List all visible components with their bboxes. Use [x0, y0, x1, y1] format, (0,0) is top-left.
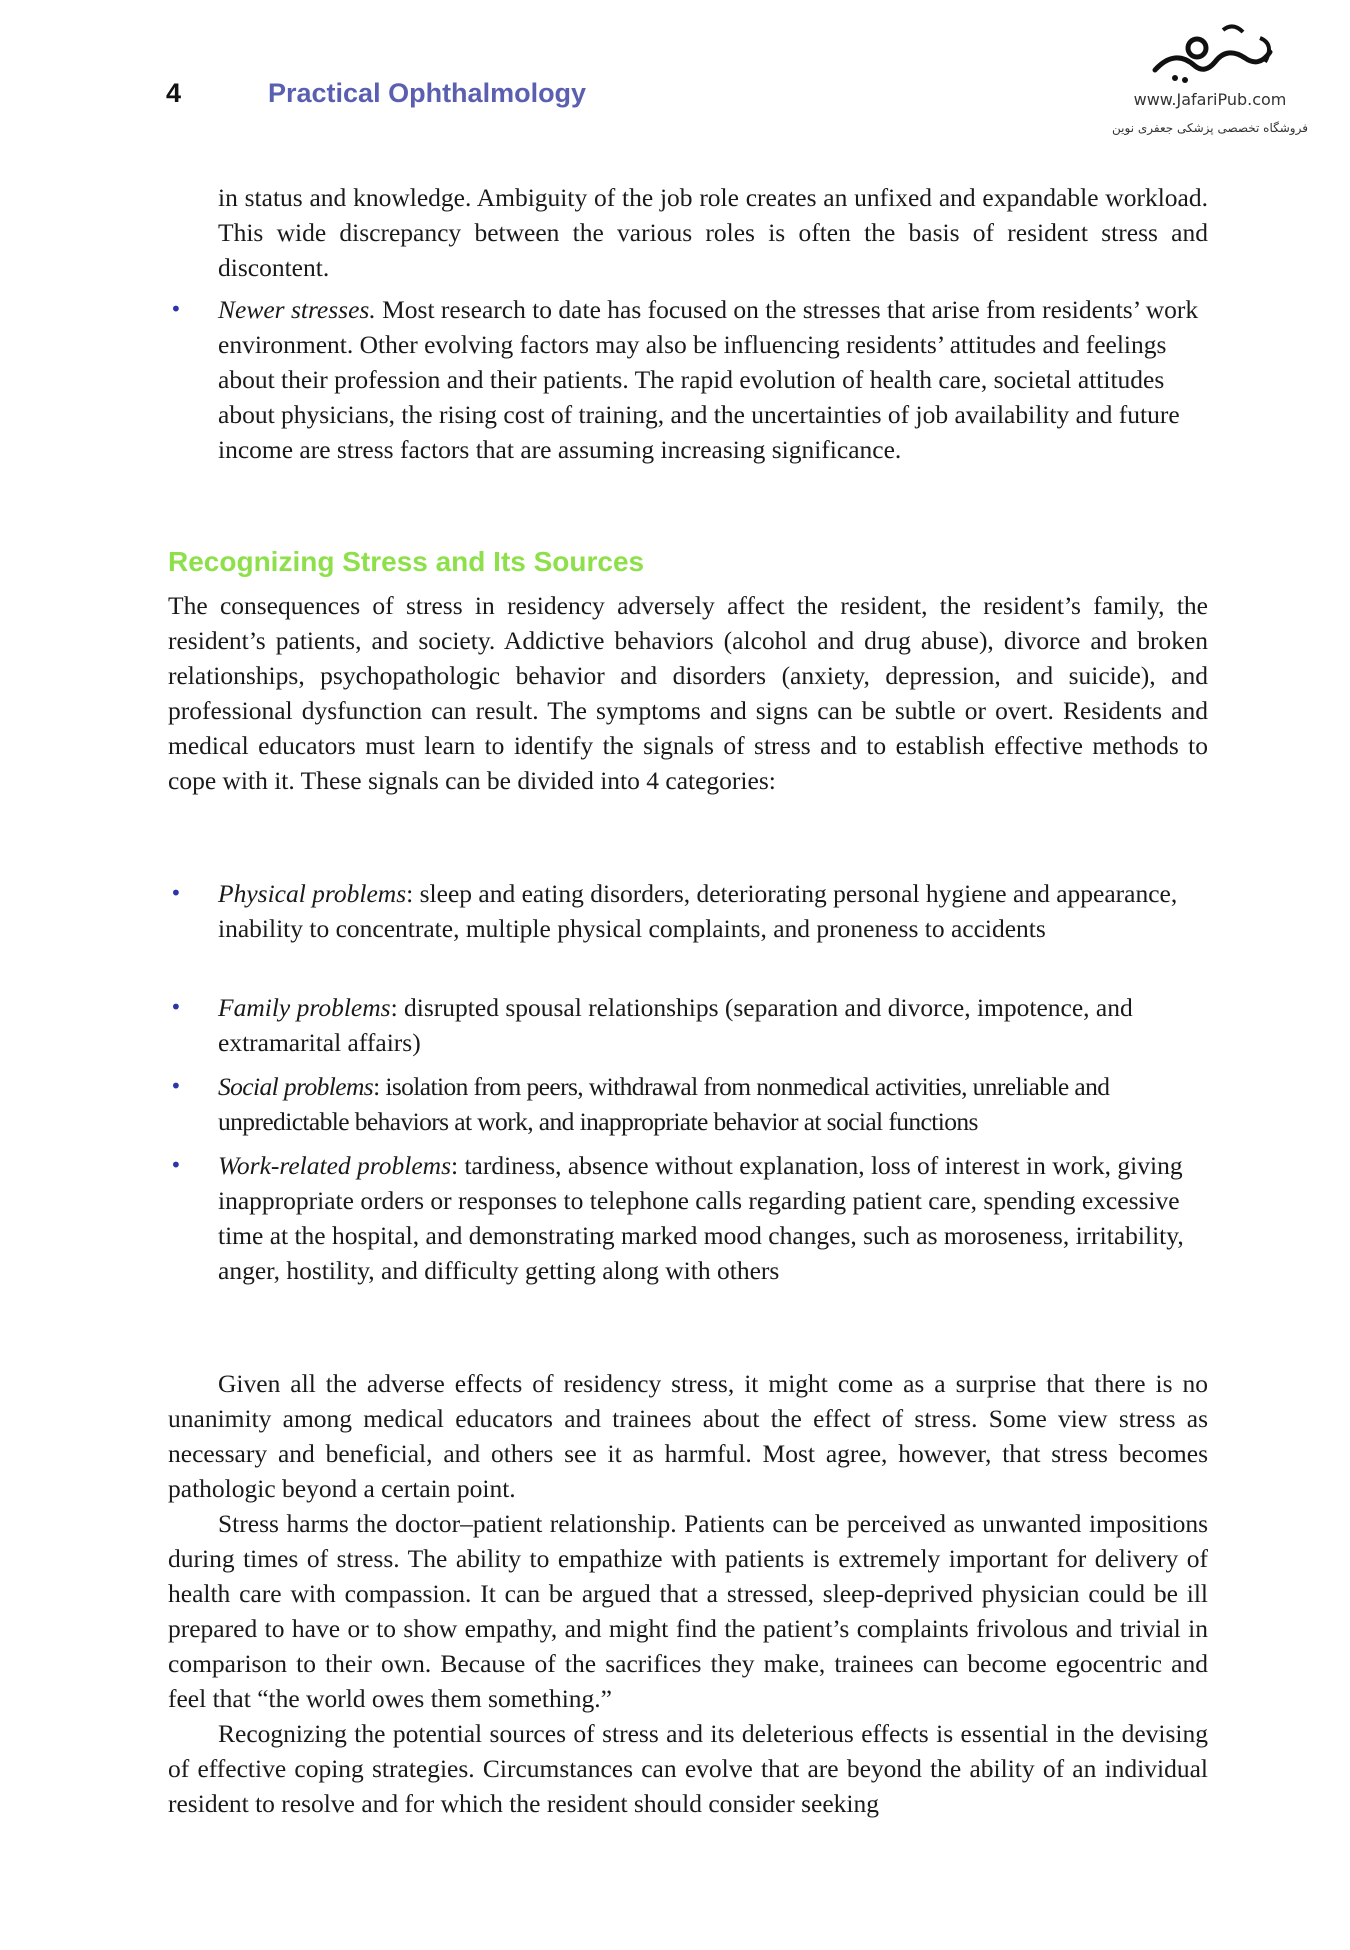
jafari-logo-icon — [1135, 18, 1285, 88]
bullet-term: Social problems — [218, 1072, 374, 1101]
body-paragraph-1: Given all the adverse effects of residency stress, it might come as a surprise that there is no unanimity among medical educators and trainees about the effect of stress. Some view stress as necessary and beneficial, and others see it as harmful. Most agree, however, that stress becomes pathologic beyond a certain point. — [168, 1369, 1208, 1503]
list-item-family — [168, 990, 1208, 1060]
list-item-physical — [168, 876, 1208, 946]
continuation-paragraph: in status and knowledge. Ambiguity of the job role creates an unfixed and expandable workload. This wide discrepancy between the various roles is often the basis of resident stress and discontent. — [218, 183, 1208, 282]
logo-url: www.JafariPub.com — [1133, 90, 1287, 109]
bullet-icon: • — [170, 881, 182, 905]
bullet-text: : tardiness, absence without explanation, loss of interest in work, giving inappropriate orders or responses to telephone calls regarding patient care, spending excessive time at the hospital, and demonstrating marked mood changes, such as moroseness, irritability, anger, hostility, and difficulty getting along with others — [218, 1151, 1184, 1285]
body-paragraph-3: Recognizing the potential sources of stress and its deleterious effects is essential in the devising of effective coping strategies. Circumstances can evolve that are beyond the ability of an individual resident to resolve and for which the resident should consider seeking — [168, 1719, 1208, 1818]
list-item-social — [168, 1069, 1208, 1139]
logo-tagline: فروشگاه تخصصی پزشکی جعفری نوین — [1112, 121, 1308, 135]
intro-paragraph: The consequences of stress in residency adversely affect the resident, the resident’s family, the resident’s patients, and society. Addictive behaviors (alcohol and drug abuse), divorce and broken relationships, psychopathologic behavior and disorders (anxiety, depression, and suicide), and professional dysfunction can result. The symptoms and signs can be subtle or overt. Residents and medical educators must learn to identify the signals of stress and to establish effective methods to cope with it. These signals can be divided into 4 categories: — [168, 591, 1208, 795]
bullet-term: Newer stresses. — [218, 295, 376, 324]
page-number: 4 — [166, 78, 182, 108]
bullet-term: Family problems — [218, 993, 391, 1022]
running-title: Practical Ophthalmology — [268, 78, 587, 108]
bullet-term: Work-related problems — [218, 1151, 452, 1180]
bullet-icon: • — [170, 1153, 182, 1177]
page-header — [166, 78, 586, 109]
bullet-text: : sleep and eating disorders, deteriorating personal hygiene and appearance, inability to concentrate, multiple physical complaints, and proneness to accidents — [218, 879, 1178, 943]
bullet-icon: • — [170, 995, 182, 1019]
bullet-icon: • — [170, 1074, 182, 1098]
list-item-work — [168, 1148, 1208, 1288]
publisher-logo — [1100, 18, 1320, 153]
body-paragraph-2: Stress harms the doctor–patient relationship. Patients can be perceived as unwanted impositions during times of stress. The ability to empathize with patients is extremely important for delivery of health care with compassion. It can be argued that a stressed, sleep-deprived physician could be ill prepared to have or to show empathy, and might find the patient’s complaints frivolous and trivial in comparison to their own. Because of the sacrifices they make, trainees can become egocentric and feel that “the world owes them something.” — [168, 1509, 1208, 1713]
bullet-text: : isolation from peers, withdrawal from nonmedical activities, unreliable and unpredictable behaviors at work, and inappropriate behavior at social functions — [218, 1072, 1110, 1136]
bullet-term: Physical problems — [218, 879, 407, 908]
bullet-icon: • — [170, 297, 182, 321]
list-item-newer-stresses — [168, 292, 1208, 467]
section-heading: Recognizing Stress and Its Sources — [168, 546, 645, 577]
bullet-text: : disrupted spousal relationships (separation and divorce, impotence, and extramarital affairs) — [218, 993, 1133, 1057]
bullet-text: Most research to date has focused on the stresses that arise from residents’ work environment. Other evolving factors may also be influencing residents’ attitudes and feelings about their profession and their patients. The rapid evolution of health care, societal attitudes about physicians, the rising cost of training, and the uncertainties of job availability and future income are stress factors that are assuming increasing significance. — [218, 295, 1199, 464]
